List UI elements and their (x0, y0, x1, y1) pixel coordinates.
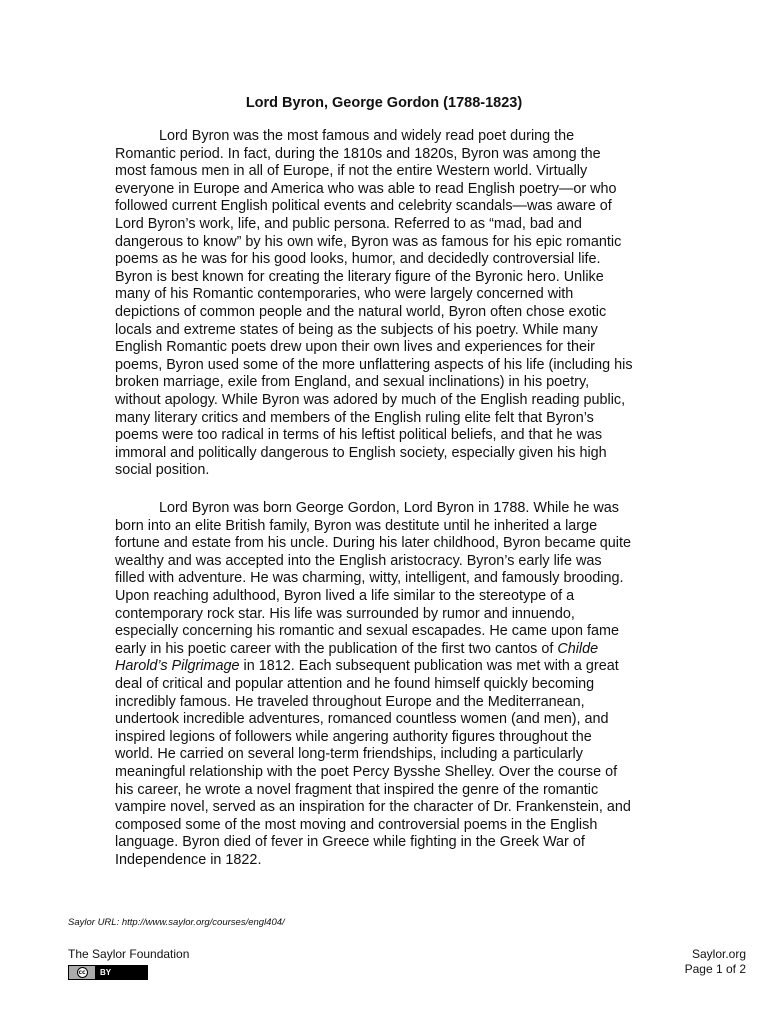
creative-commons-icon: cc (78, 969, 86, 976)
text-line: everyone in Europe and America who was able to read English poetry—or who (115, 180, 617, 197)
text-line: poems were too radical in terms of his leftist political beliefs, and that he was (115, 427, 603, 444)
text-line: deal of critical and popular attention and he found himself quickly becoming (115, 675, 595, 692)
site-name: Saylor.org (691, 947, 746, 961)
footer-right (685, 947, 746, 977)
text-line: Lord Byron was born George Gordon, Lord Byron in 1788. While he was (159, 500, 619, 516)
text-line: born into an elite British family, Byron was destitute until he inherited a large (115, 517, 598, 534)
text-line: broken marriage, exile from England, and sexual inclinations) in his poetry, (115, 374, 590, 391)
text-line: depictions of common people and the natural world, Byron often chose exotic (115, 303, 607, 320)
page-number: Page 1 of 2 (684, 962, 746, 976)
book-title-part-1: Childe (557, 640, 599, 657)
foundation-name: The Saylor Foundation (68, 947, 190, 961)
text-line: especially concerning his romantic and sexual escapades. He came upon fame (115, 623, 619, 640)
text-line: social position. (115, 462, 210, 479)
paragraph-2 (115, 500, 660, 869)
text-line (115, 658, 660, 676)
text-line: language. Byron died of fever in Greece while fighting in the Greek War of (115, 834, 585, 851)
text-line: incredibly famous. He traveled throughout Europe and the Mediterranean, (115, 693, 585, 710)
book-title-part-2: Harold’s Pilgrimage (115, 658, 240, 675)
text-line: poems as he was for his good looks, humor, and decidedly controversial life. (115, 251, 601, 268)
text-line: followed current English political events and celebrity scandals—was aware of (115, 198, 612, 215)
text-line: locals and extreme states of being as the subjects of his poetry. While many (115, 321, 598, 338)
page-title: Lord Byron, George Gordon (1788-1823) (245, 95, 523, 111)
text-line: world. He carried on several long-term friendships, including a particularly (115, 746, 583, 763)
text-line: English Romantic poets drew upon their own lives and experiences for their (115, 339, 595, 356)
text-line: Upon reaching adulthood, Byron lived a life similar to the stereotype of a (115, 587, 575, 604)
text-line: meaningful relationship with the poet Percy Bysshe Shelley. Over the course of (115, 763, 618, 780)
text-run: early in his poetic career with the publication of the first two cantos of (115, 640, 558, 657)
text-line: Romantic period. In fact, during the 1810s and 1820s, Byron was among the (115, 145, 601, 162)
text-line: Byron is best known for creating the literary figure of the Byronic hero. Unlike (115, 268, 604, 285)
text-run: in 1812. Each subsequent publication was met with a great (239, 658, 619, 675)
text-line: Independence in 1822. (115, 851, 262, 868)
text-line: poems, Byron used some of the more unflattering aspects of his life (including his (115, 356, 633, 373)
source-url[interactable]: Saylor URL: http://www.saylor.org/courses/engl404/ (68, 917, 285, 928)
text-line: many literary critics and members of the English ruling elite felt that Byron’s (115, 409, 594, 426)
text-line: without apology. While Byron was adored by much of the English reading public, (115, 391, 626, 408)
footer-left (68, 947, 189, 962)
text-line: undertook incredible adventures, romanced countless women (and men), and (115, 711, 609, 728)
text-line: inspired legions of followers while angering authority figures throughout the (115, 728, 592, 745)
text-line: contemporary rock star. His life was surrounded by rumor and innuendo, (115, 605, 575, 622)
text-line: vampire novel, served as an inspiration for the character of Dr. Frankenstein, and (115, 799, 631, 816)
text-line: wealthy and was accepted into the English aristocracy. Byron’s early life was (115, 552, 602, 569)
text-line: dangerous to know” by his own wife, Byron was as famous for his epic romantic (115, 233, 622, 250)
text-line: immoral and politically dangerous to English society, especially given his high (115, 444, 607, 461)
license-by-label: BY (100, 968, 112, 977)
text-line: filled with adventure. He was charming, witty, intelligent, and famously brooding. (115, 570, 624, 587)
paragraph-1 (115, 128, 660, 480)
text-line: composed some of the most moving and controversial poems in the English (115, 816, 598, 833)
license-badge[interactable] (68, 965, 148, 980)
text-line: Lord Byron’s work, life, and public persona. Referred to as “mad, bad and (115, 215, 582, 232)
text-line (115, 641, 660, 659)
text-line: his career, he wrote a novel fragment that inspired the genre of the romantic (115, 781, 599, 798)
text-line: most famous men in all of Europe, if not the entire Western world. Virtually (115, 163, 588, 180)
text-line: many of his Romantic contemporaries, who were largely concerned with (115, 286, 574, 303)
text-line: Lord Byron was the most famous and widely read poet during the (159, 128, 575, 144)
text-line: fortune and estate from his uncle. During his later childhood, Byron became quite (115, 535, 631, 552)
